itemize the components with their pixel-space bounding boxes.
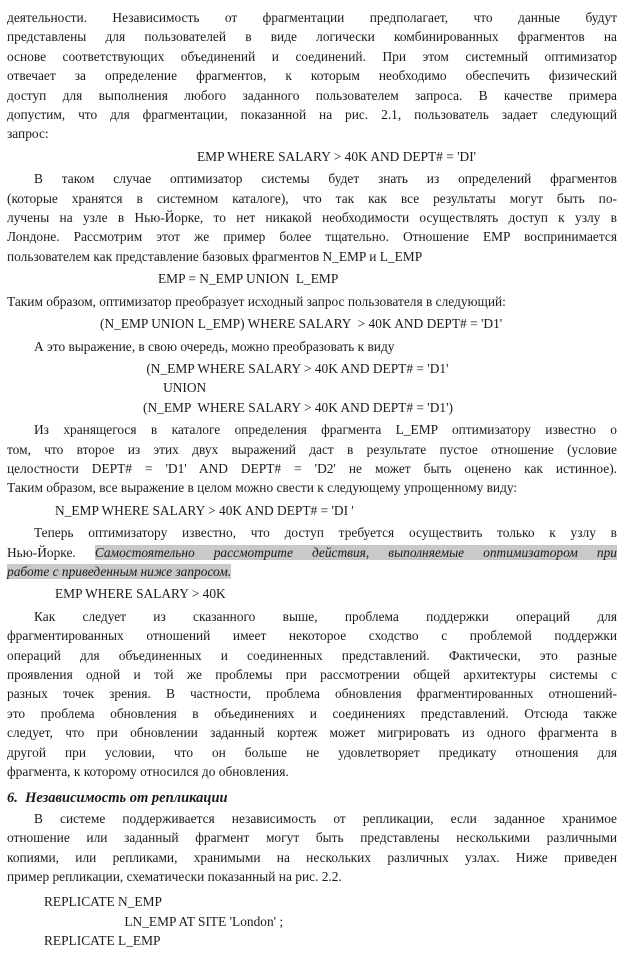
text-run: том, что второе из этих двух выражений даст в результате пустое отношение (условие (7, 441, 617, 457)
text-line (7, 867, 617, 886)
text-line (7, 848, 617, 867)
text-run: доступ для выполнения любого заданного пользователем запроса. В качестве примера (7, 87, 617, 103)
text-line (7, 762, 617, 781)
paragraph-replication-def (7, 809, 617, 887)
text-line (7, 227, 617, 246)
text-run: В таком случае оптимизатор системы будет знать из определений фрагментов (34, 171, 617, 187)
text-run: операций для объединенных и соединенных представлений. Фактически, это разные (7, 647, 617, 663)
text-line (55, 584, 617, 603)
text-run: отвечает за определение фрагментов, к которым необходимо обеспечить физический (7, 68, 617, 84)
text-run: лучены на узле в Нью-Йорке, то нет никакой необходимости осуществлять доступ к узлу в (7, 210, 617, 226)
text-run: следует, что при обновлении заданный кортеж может мигрировать из одного фрагмента в (7, 725, 617, 741)
text-run: пользователем как представление базовых фрагментов N_EMP и L_EMP (7, 248, 423, 264)
paragraph-transform-intro (7, 292, 617, 311)
text-run: представлены для пользователей в виде логически комбинированных фрагментов на (7, 29, 617, 45)
paragraph-transform-note (7, 337, 617, 356)
text-line (197, 147, 617, 166)
text-line (7, 459, 617, 478)
paragraph-optimizer-knowledge (7, 169, 617, 266)
paragraph-fragmentation-intro (7, 8, 617, 144)
text-line (158, 269, 617, 288)
text-line (7, 169, 617, 188)
text-line (7, 27, 617, 46)
text-run: Таким образом, все выражение в целом можно свести к следующему упрощенному виду: (7, 480, 518, 496)
text-line (7, 86, 617, 105)
text-line (143, 398, 617, 417)
text-run: EMP = N_EMP UNION L_EMP (158, 271, 339, 287)
formula-final-query (55, 584, 617, 603)
text-line (7, 440, 617, 459)
text-line (7, 189, 617, 208)
paragraph-optimizer-task (7, 523, 617, 581)
text-line (7, 607, 617, 626)
text-line (44, 892, 617, 911)
text-run: REPLICATE N_EMP (44, 894, 162, 910)
text-run: REPLICATE L_EMP (44, 933, 161, 949)
text-line (7, 543, 617, 562)
formula-union-expansion (143, 359, 617, 417)
section-heading-replication: 6. Независимость от репликации (7, 790, 228, 807)
text-run: это проблема обновления в объединениях и соединениях представлений. Отсюда также (7, 705, 617, 721)
text-line (100, 314, 617, 333)
text-run: запрос: (7, 126, 49, 142)
text-run: Лондоне. Рассмотрим этот же пример более тщательно. Отношение EMP воспринимается (7, 229, 617, 245)
text-run: (N_EMP UNION L_EMP) WHERE SALARY > 40K AND DEPT# = 'D1' (100, 316, 503, 332)
text-line (7, 626, 617, 645)
text-run: Из хранящегося в каталоге определения фрагмента L_EMP оптимизатору известно о (34, 422, 617, 438)
text-line (7, 665, 617, 684)
text-run: разных точек зрения. В частности, проблема обновления фрагментированных отношений- (7, 686, 617, 702)
text-run: Как следует из сказанного выше, проблема поддержки операций для (34, 608, 617, 624)
text-run: копиями, или репликами, хранимыми на нескольких различных узлах. Ниже приведен (7, 849, 617, 865)
text-line (7, 66, 617, 85)
text-run: N_EMP WHERE SALARY > 40K AND DEPT# = 'DI ' (55, 502, 354, 518)
paragraph-catalog-definition (7, 420, 617, 498)
text-run: другой при условии, что он больше не удовлетворяет предикату отношения для (7, 744, 617, 760)
text-run: целостности DEPT# = 'D1' AND DEPT# = 'D2' не может быть оценено как истинное). (7, 460, 617, 476)
text-run: LN_EMP AT SITE 'London' ; (44, 913, 284, 929)
text-line (7, 828, 617, 847)
text-run: В системе поддерживается независимость от репликации, если заданное хранимое (34, 810, 617, 826)
formula-emp-union (158, 269, 617, 288)
text-line (7, 478, 617, 497)
text-run: EMP WHERE SALARY > 40K (55, 586, 226, 602)
text-run: деятельности. Независимость от фрагментации предполагает, что данные будут (7, 10, 617, 25)
formula-simplified-query (55, 501, 617, 520)
text-line (7, 809, 617, 828)
text-line (44, 912, 617, 931)
text-run: Таким образом, оптимизатор преобразует исходный запрос пользователя в следующий: (7, 293, 506, 309)
text-run: (которые хранятся в системном каталоге), что так как все результаты могут быть по- (7, 190, 617, 206)
text-line (7, 723, 617, 742)
formula-transformed-query (100, 314, 617, 333)
text-line (7, 124, 617, 143)
text-run: отношение или заданный фрагмент могут быть представлены несколькими различными (7, 830, 617, 846)
text-line (7, 105, 617, 124)
text-run: допустим, что для фрагментации, показанной на рис. 2.1, пользователь задает следующий (7, 107, 617, 123)
highlighted-exercise-text: работе с приведенным ниже запросом. (7, 563, 232, 579)
text-run: пример репликации, схематически показанный на рис. 2.2. (7, 869, 342, 885)
text-run: EMP WHERE SALARY > 40K AND DEPT# = 'DI' (197, 148, 477, 164)
text-run: UNION (143, 380, 207, 396)
text-line (55, 501, 617, 520)
text-run: Теперь оптимизатору известно, что доступ требуется осуществить только к узлу в (34, 525, 617, 541)
text-run: (N_EMP WHERE SALARY > 40K AND DEPT# = 'D1') (143, 399, 453, 415)
text-line (7, 337, 617, 356)
text-line (44, 931, 617, 950)
text-line (143, 359, 617, 378)
highlighted-exercise-text: Самостоятельно рассмотрите действия, выполняемые оптимизатором при (94, 544, 617, 560)
text-run: А это выражение, в свою очередь, можно преобразовать к виду (34, 338, 395, 354)
text-run: фрагментированных отношений имеет некоторое сходство с проблемой поддержки (7, 628, 617, 644)
text-run: фрагмента, к которому относился до обновления. (7, 764, 289, 780)
text-line (7, 523, 617, 542)
text-line (7, 704, 617, 723)
text-run: Нью-Йорке. (7, 544, 95, 560)
text-line (143, 378, 617, 397)
text-run: основе соответствующих объединений и соединений. При этом системный оптимизатор (7, 48, 617, 64)
text-line (7, 247, 617, 266)
code-replicate-example (44, 892, 617, 950)
text-line (7, 743, 617, 762)
text-line (7, 420, 617, 439)
text-line (7, 47, 617, 66)
text-line (7, 292, 617, 311)
text-line (7, 562, 617, 581)
text-run: (N_EMP WHERE SALARY > 40K AND DEPT# = 'D1' (143, 360, 449, 376)
text-line (7, 646, 617, 665)
formula-user-query (197, 147, 617, 166)
text-line (7, 684, 617, 703)
text-line (7, 208, 617, 227)
text-line (7, 8, 617, 27)
text-run: проявления одной и той же проблемы при рассмотрении общей архитектуры системы с (7, 667, 617, 682)
paragraph-update-problem (7, 607, 617, 782)
